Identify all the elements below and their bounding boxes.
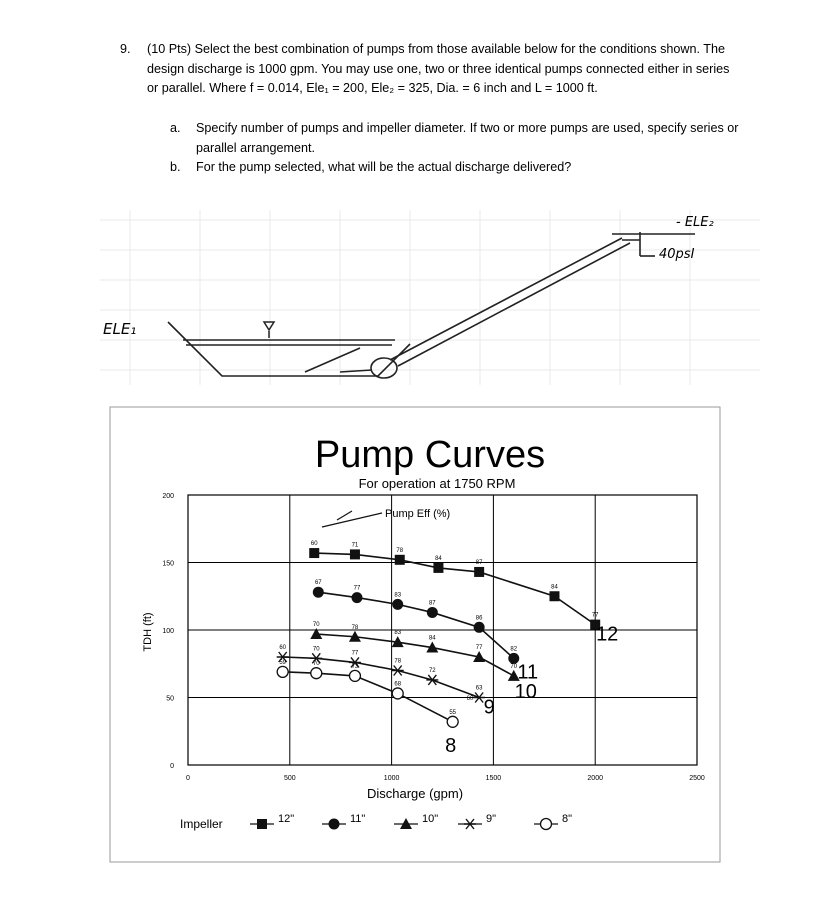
efficiency-label: 71 bbox=[351, 542, 359, 549]
efficiency-label: 68 bbox=[394, 681, 402, 688]
curve-point bbox=[392, 688, 403, 699]
curve-point bbox=[549, 591, 559, 601]
efficiency-label: 70 bbox=[510, 663, 518, 670]
curve-point bbox=[474, 567, 484, 577]
efficiency-label: 60 bbox=[310, 541, 318, 548]
efficiency-label: 59 bbox=[279, 659, 287, 666]
question-text: (10 Pts) Select the best combination of pumps from those available below for the conditions shown. The design discharge is 1000 gpm. You may use one, two or three identical pumps connected either in series or parallel. Where f = 0.014, Ele₁ = 200, Ele₂ = 325, Dia. = 6 inch and L = 1000 ft. bbox=[147, 42, 730, 96]
efficiency-label: 67 bbox=[314, 580, 322, 587]
legend-entry-11 bbox=[322, 813, 365, 830]
curve-point bbox=[351, 592, 362, 603]
part-a-text: Specify number of pumps and impeller diameter. If two or more pumps are used, specify series or parallel arrangement. bbox=[196, 121, 739, 155]
y-tick-label: 100 bbox=[162, 628, 174, 635]
efficiency-label: 86 bbox=[475, 615, 483, 622]
x-tick-label: 2500 bbox=[689, 775, 705, 782]
curve-label: 8 bbox=[445, 734, 457, 757]
part-a-label: a. bbox=[170, 121, 181, 135]
legend-entry-12 bbox=[250, 813, 294, 829]
question-number: 9. bbox=[120, 42, 131, 56]
plot-area bbox=[162, 493, 705, 782]
y-tick-label: 50 bbox=[166, 695, 174, 703]
curve-point bbox=[313, 587, 324, 598]
curve-label: 9 bbox=[483, 696, 495, 719]
curve-label: 10 bbox=[514, 680, 537, 703]
curve-point bbox=[392, 666, 404, 676]
x-tick-label: 0 bbox=[186, 775, 190, 782]
efficiency-label: 78 bbox=[394, 658, 402, 665]
x-tick-label: 1500 bbox=[485, 775, 502, 782]
series-10-inch bbox=[310, 622, 537, 703]
curve-point bbox=[311, 668, 322, 679]
efficiency-label: 77 bbox=[351, 650, 359, 657]
curve-point bbox=[474, 622, 485, 633]
efficiency-label: 83 bbox=[394, 592, 402, 599]
efficiency-label: 70 bbox=[312, 661, 320, 668]
y-tick-label: 200 bbox=[162, 493, 174, 500]
curve-line bbox=[316, 634, 513, 676]
curve-label: 11 bbox=[517, 661, 539, 684]
curve-point bbox=[427, 607, 438, 618]
eff-label: Pump Eff (%) bbox=[385, 508, 451, 520]
efficiency-label: 73 bbox=[351, 663, 359, 670]
legend-label: 8" bbox=[562, 813, 573, 825]
efficiency-label: 70 bbox=[312, 622, 320, 629]
legend-marker bbox=[329, 819, 340, 830]
efficiency-label: 84 bbox=[551, 584, 558, 591]
curve-point bbox=[426, 675, 438, 685]
legend-marker bbox=[541, 819, 552, 830]
legend-label: 10" bbox=[422, 813, 439, 825]
curve-point bbox=[433, 563, 443, 573]
efficiency-label: 77 bbox=[353, 585, 361, 592]
efficiency-label: 78 bbox=[351, 624, 359, 631]
part-b-label: b. bbox=[170, 160, 181, 174]
y-axis-label: TDH (ft) bbox=[142, 612, 154, 652]
eff-pointer-icon bbox=[322, 511, 382, 527]
legend-title: Impeller bbox=[180, 817, 223, 831]
x-tick-label: 500 bbox=[283, 775, 296, 782]
curve-line bbox=[318, 592, 513, 658]
chart-subtitle: For operation at 1750 RPM bbox=[358, 476, 516, 491]
legend-label: 11" bbox=[350, 813, 366, 825]
y-tick-label: 0 bbox=[170, 763, 174, 770]
ele2-label: - ELE₂ bbox=[676, 215, 714, 230]
curve-label: 12 bbox=[596, 623, 619, 646]
efficiency-label: 72 bbox=[428, 667, 436, 674]
efficiency-label: 63 bbox=[475, 685, 483, 692]
efficiency-label: 70 bbox=[312, 646, 320, 653]
pressure-label: 40psI bbox=[659, 247, 695, 262]
efficiency-label: 55 bbox=[449, 709, 457, 716]
legend-label: 12" bbox=[278, 813, 295, 825]
series-11-inch bbox=[313, 580, 538, 683]
extra-eff-label: 60 bbox=[466, 696, 474, 702]
series-8-inch bbox=[277, 660, 458, 757]
x-tick-label: 1000 bbox=[383, 775, 400, 782]
efficiency-label: 60 bbox=[279, 645, 287, 651]
curve-point bbox=[392, 599, 403, 610]
legend-entry-9 bbox=[458, 813, 496, 829]
efficiency-label: 84 bbox=[428, 635, 436, 642]
curve-point bbox=[447, 716, 458, 727]
y-tick-label: 150 bbox=[162, 560, 174, 568]
x-tick-label: 2000 bbox=[587, 775, 603, 782]
legend-marker bbox=[257, 819, 267, 829]
series-9-inch bbox=[277, 645, 495, 719]
x-axis-label: Discharge (gpm) bbox=[366, 786, 464, 801]
legend-label: 9" bbox=[486, 813, 497, 825]
efficiency-label: 84 bbox=[435, 555, 442, 562]
chart-title: Pump Curves bbox=[314, 434, 546, 476]
efficiency-label: 83 bbox=[394, 630, 402, 637]
part-b-text: For the pump selected, what will be the actual discharge delivered? bbox=[196, 160, 572, 174]
efficiency-label: 78 bbox=[396, 547, 404, 554]
efficiency-label: 87 bbox=[475, 559, 483, 566]
efficiency-label: 87 bbox=[428, 600, 436, 607]
efficiency-label: 77 bbox=[475, 645, 483, 651]
curve-point bbox=[309, 548, 319, 558]
curve-point bbox=[349, 670, 360, 681]
efficiency-label: 82 bbox=[510, 646, 518, 653]
curve-point bbox=[277, 666, 288, 677]
legend bbox=[250, 813, 572, 830]
legend-entry-10 bbox=[394, 813, 438, 829]
efficiency-label: 77 bbox=[591, 612, 599, 619]
curve-point bbox=[395, 555, 405, 565]
legend-marker bbox=[464, 819, 476, 829]
legend-entry-8 bbox=[534, 813, 572, 830]
ele1-label: ELE₁ bbox=[103, 320, 137, 338]
curve-point bbox=[350, 549, 360, 559]
